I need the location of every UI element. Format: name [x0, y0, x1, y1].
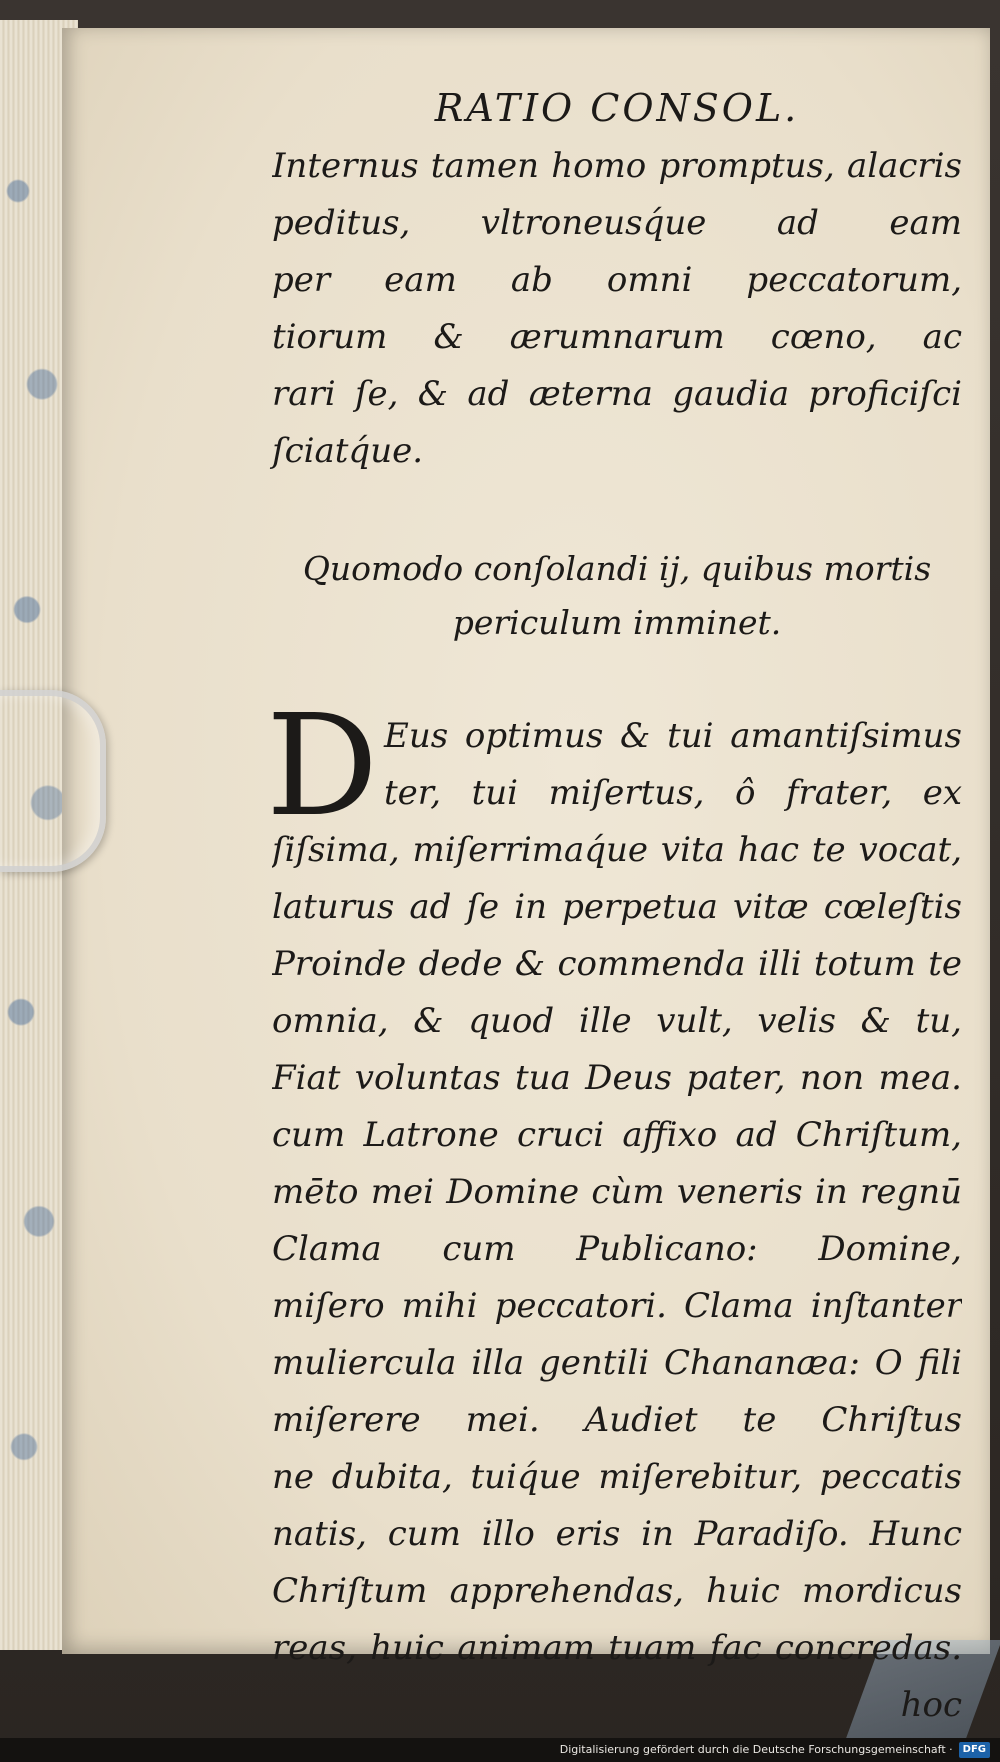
- paragraph-1: [272, 138, 962, 480]
- text-line: ſiſsima, miſerrimaq́ue vita hac te vocat,: [272, 830, 962, 870]
- text-line: miſerere mei. Audiet te Chriſtus: [272, 1400, 962, 1440]
- text-line: Eus optimus & tui amantiſsimus: [384, 716, 962, 756]
- text-line: per eam ab omni peccatorum,: [272, 260, 962, 300]
- text-line: rari ſe, & ad æterna gaudia proficiſci: [272, 374, 962, 414]
- text-line: tiorum & ærumnarum cœno, ac: [272, 317, 962, 357]
- text-line: Internus tamen homo promptus, alacris: [272, 146, 962, 186]
- text-line: miſero mihi peccatori. Clama inſtanter: [272, 1286, 962, 1326]
- heading-line: periculum imminet.: [452, 603, 782, 642]
- catchword: hoc: [900, 1685, 962, 1725]
- text-line: peditus, vltroneusq́ue ad eam: [272, 203, 962, 243]
- text-line: Clama cum Publicano: Domine,: [272, 1229, 962, 1269]
- text-line: laturus ad ſe in perpetua vitæ cœleſtis: [272, 887, 962, 927]
- dfg-logo: DFG: [959, 1742, 990, 1758]
- page-text-block: [266, 78, 962, 1734]
- paragraph-2: [266, 685, 962, 1677]
- digitization-footer: [0, 1738, 1000, 1762]
- text-line: Proinde dede & commenda illi totum te: [272, 944, 962, 984]
- text-line: reas, huic animam tuam fac concredas.: [272, 1628, 962, 1668]
- text-line: muliercula illa gentili Chananæa: O fili: [272, 1343, 962, 1383]
- heading-line: Quomodo conſolandi ij, quibus mortis: [302, 549, 932, 588]
- text-line: natis, cum illo eris in Paradiſo. Hunc: [272, 1514, 962, 1554]
- page-clip: [0, 690, 106, 872]
- text-line: Fiat voluntas tua Deus pater, non mea.: [272, 1058, 962, 1098]
- footer-text: Digitalisierung gefördert durch die Deutsche Forschungsgemeinschaft ·: [559, 1743, 953, 1756]
- text-line: omnia, & quod ille vult, velis & tu,: [272, 1001, 962, 1041]
- text-line: ſciatq́ue.: [272, 431, 424, 471]
- text-line: ter, tui miſertus, ô frater, ex: [384, 773, 962, 813]
- text-line: ne dubita, tuiq́ue miſerebitur, peccatis: [272, 1457, 962, 1497]
- text-line: Chriſtum apprehendas, huic mordicus: [272, 1571, 962, 1611]
- section-heading: [272, 542, 962, 650]
- text-line: mēto mei Domine cùm veneris in regnū: [272, 1172, 962, 1212]
- drop-cap: D: [266, 685, 379, 848]
- text-line: cum Latrone cruci affixo ad Chriſtum,: [272, 1115, 962, 1155]
- running-head: RATIO CONSOL.: [434, 86, 800, 130]
